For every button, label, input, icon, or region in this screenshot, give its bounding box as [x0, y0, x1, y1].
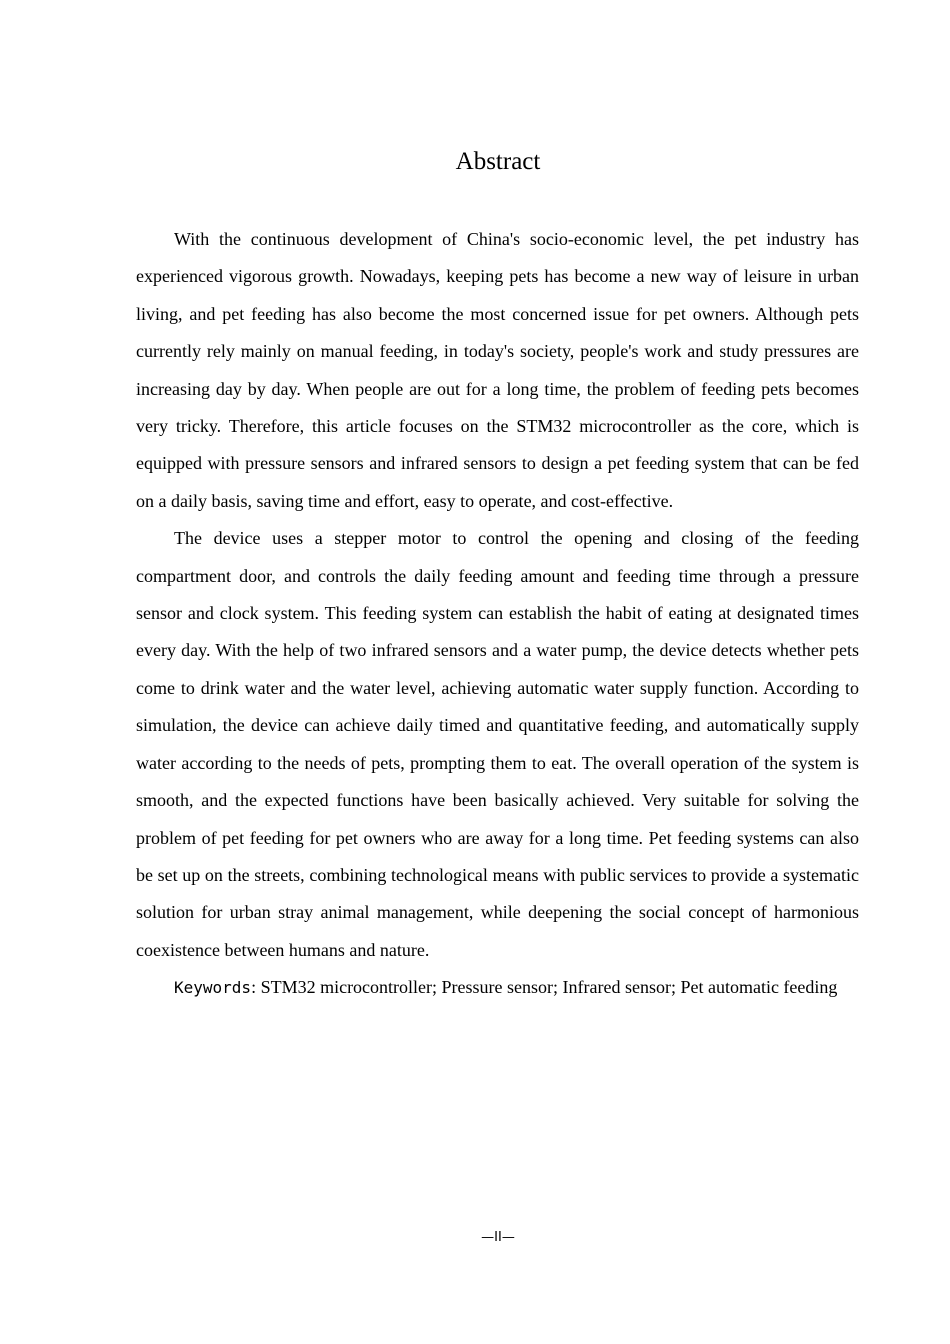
keywords-label: Keywords	[174, 978, 252, 998]
abstract-paragraph-2: The device uses a stepper motor to control the opening and closing of the feeding compartment door, and controls the daily feeding amount and feeding time through a pressure sensor and clock system. This feeding system can establish the habit of eating at designated times every day. With the help of two infrared sensors and a water pump, the device detects whether pets come to drink water and the water level, achieving automatic water supply function. According to simulation, the device can achieve daily timed and quantitative feeding, and automatically supply water according to the needs of pets, prompting them to eat. The overall operation of the system is smooth, and the expected functions have been basically achieved. Very suitable for solving the problem of pet feeding for pet owners who are away for a long time. Pet feeding systems can also be set up on the streets, combining technological means with public services to provide a systematic solution for urban stray animal management, while deepening the social concept of harmonious coexistence between humans and nature.	[136, 528, 859, 960]
page-number: —II—	[481, 1230, 515, 1245]
abstract-body	[136, 221, 859, 1006]
abstract-paragraph-1: With the continuous development of China's socio-economic level, the pet industry has experienced vigorous growth. Nowadays, keeping pets has become a new way of leisure in urban living, and pet feeding has also become the most concerned issue for pet owners. Although pets currently rely mainly on manual feeding, in today's society, people's work and study pressures are increasing day by day. When people are out for a long time, the problem of feeding pets becomes very tricky. Therefore, this article focuses on the STM32 microcontroller as the core, which is equipped with pressure sensors and infrared sensors to design a pet feeding system that can be fed on a daily basis, saving time and effort, easy to operate, and cost-effective.	[136, 229, 859, 511]
page-title: Abstract	[455, 148, 541, 175]
keywords-text: : STM32 microcontroller; Pressure sensor; Infrared sensor; Pet automatic feeding	[251, 977, 838, 998]
keywords-line	[136, 969, 859, 1006]
